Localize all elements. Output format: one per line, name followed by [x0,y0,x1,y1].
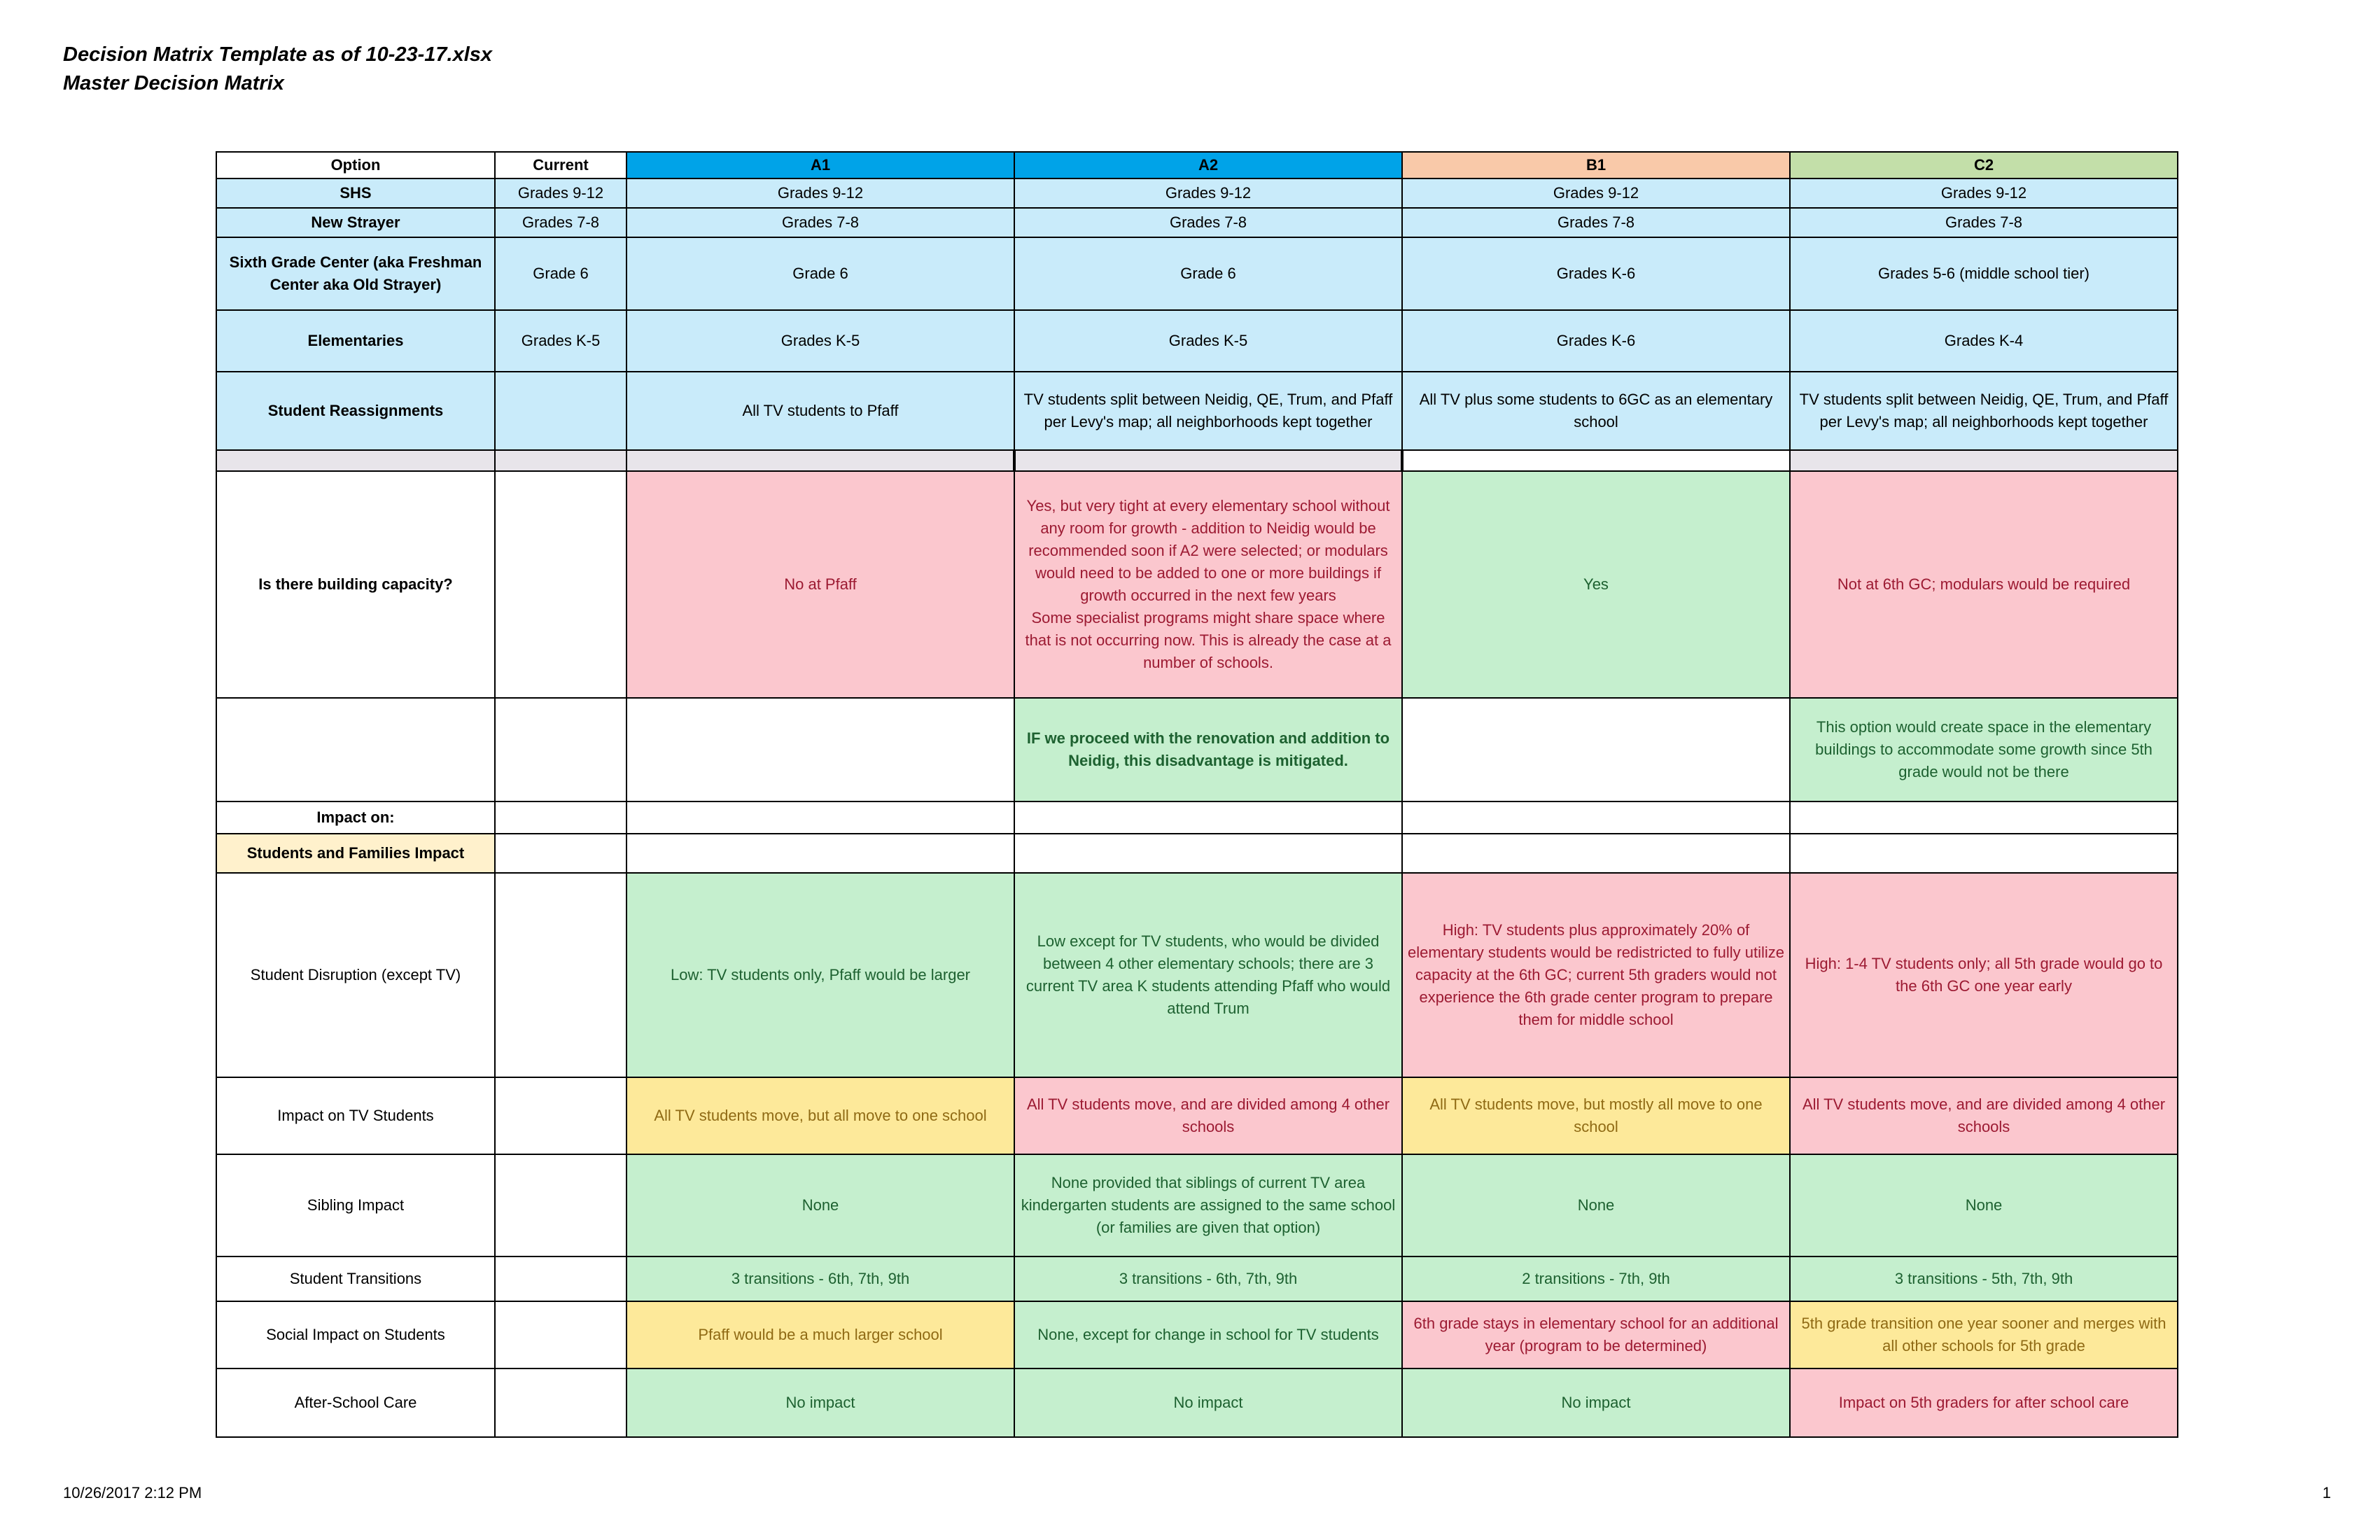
table-cell[interactable]: Grades 7-8 [495,208,626,237]
table-cell[interactable]: No impact [1014,1368,1402,1437]
table-cell[interactable] [626,834,1014,873]
table-cell[interactable] [626,802,1014,834]
row-label-shs[interactable]: SHS [216,178,495,208]
table-cell[interactable]: Grades K-4 [1790,310,2178,372]
table-cell[interactable] [495,1368,626,1437]
table-cell[interactable]: All TV students move, and are divided among 4 other schools [1014,1077,1402,1154]
table-row [216,310,2178,372]
sheet-title: Master Decision Matrix [63,72,284,94]
table-cell[interactable]: None provided that siblings of current TV area kindergarten students are assigned to the same school (or families are given that option) [1014,1154,1402,1256]
table-cell[interactable]: All TV students move, but all move to one school [626,1077,1014,1154]
table-row [216,802,2178,834]
column-header-current[interactable]: Current [495,152,626,178]
table-row [216,834,2178,873]
table-cell[interactable] [495,372,626,450]
row-label-new-strayer[interactable]: New Strayer [216,208,495,237]
table-cell[interactable]: Yes, but very tight at every elementary school without any room for growth - addition to Neidig would be recommended soon if A2 were selected; or modulars would need to be added to one or more buildings if growth occurred in the next few years Some specialist programs might share space where that is not occurring now. This is already the case at a number of schools. [1014,471,1402,698]
table-row [216,237,2178,310]
table-cell[interactable]: Grades 9-12 [495,178,626,208]
row-label-students-families-impact[interactable]: Students and Families Impact [216,834,495,873]
table-cell[interactable] [1402,834,1790,873]
print-timestamp: 10/26/2017 2:12 PM [63,1484,202,1502]
row-label-sibling-impact[interactable]: Sibling Impact [216,1154,495,1256]
table-cell[interactable] [1402,698,1790,802]
table-cell[interactable] [1014,834,1402,873]
table-cell[interactable]: Grades 5-6 (middle school tier) [1790,237,2178,310]
table-cell[interactable]: Grades 7-8 [626,208,1014,237]
spacer-cell [1402,450,1790,471]
table-cell[interactable] [495,802,626,834]
page-number: 1 [2322,1484,2331,1502]
table-cell[interactable] [495,698,626,802]
table-cell[interactable] [1014,802,1402,834]
table-cell[interactable]: Grades K-5 [1014,310,1402,372]
table-cell[interactable]: 5th grade transition one year sooner and merges with all other schools for 5th grade [1790,1301,2178,1368]
spacer-cell [216,450,495,471]
table-cell[interactable]: All TV students move, and are divided among 4 other schools [1790,1077,2178,1154]
table-cell[interactable]: High: TV students plus approximately 20% of elementary students would be redistricted to fully utilize capacity at the 6th GC; current 5th graders would not experience the 6th grade center program to prepare them for middle school [1402,873,1790,1077]
table-cell[interactable]: All TV students move, but mostly all move to one school [1402,1077,1790,1154]
table-cell[interactable]: 6th grade stays in elementary school for an additional year (program to be determined) [1402,1301,1790,1368]
table-cell[interactable]: IF we proceed with the renovation and addition to Neidig, this disadvantage is mitigated. [1014,698,1402,802]
spacer-cell [1790,450,2178,471]
table-cell[interactable]: Grades 9-12 [1402,178,1790,208]
decision-matrix-table [216,151,2178,1438]
table-cell[interactable]: Pfaff would be a much larger school [626,1301,1014,1368]
table-cell[interactable]: Grades K-6 [1402,237,1790,310]
table-cell[interactable]: No at Pfaff [626,471,1014,698]
table-row [216,1077,2178,1154]
table-cell[interactable] [626,698,1014,802]
row-label-student-transitions[interactable]: Student Transitions [216,1256,495,1301]
table-cell[interactable] [495,471,626,698]
file-title: Decision Matrix Template as of 10-23-17.xlsx [63,43,493,66]
table-cell[interactable]: None, except for change in school for TV students [1014,1301,1402,1368]
table-cell[interactable]: Grades K-5 [626,310,1014,372]
row-label-building-capacity[interactable]: Is there building capacity? [216,471,495,698]
table-cell[interactable] [216,698,495,802]
table-cell[interactable]: None [1402,1154,1790,1256]
table-cell[interactable]: Grades 9-12 [1790,178,2178,208]
row-label-elementaries[interactable]: Elementaries [216,310,495,372]
table-row [216,1368,2178,1437]
table-row [216,698,2178,802]
row-label-after-school-care[interactable]: After-School Care [216,1368,495,1437]
row-label-impact-on[interactable]: Impact on: [216,802,495,834]
table-cell[interactable]: This option would create space in the elementary buildings to accommodate some growth since 5th grade would not be there [1790,698,2178,802]
table-cell[interactable]: Grade 6 [626,237,1014,310]
table-row [216,1301,2178,1368]
table-cell[interactable]: Low except for TV students, who would be divided between 4 other elementary schools; there are 3 current TV area K students attending Pfaff who would attend Trum [1014,873,1402,1077]
table-cell[interactable]: All TV plus some students to 6GC as an elementary school [1402,372,1790,450]
table-row [216,471,2178,698]
table-cell[interactable] [1402,802,1790,834]
table-row [216,1154,2178,1256]
table-cell[interactable]: 2 transitions - 7th, 9th [1402,1256,1790,1301]
column-header-c2[interactable]: C2 [1790,152,2178,178]
table-cell[interactable]: 3 transitions - 6th, 7th, 9th [626,1256,1014,1301]
table-cell[interactable]: All TV students to Pfaff [626,372,1014,450]
row-label-student-disruption[interactable]: Student Disruption (except TV) [216,873,495,1077]
table-cell[interactable]: No impact [1402,1368,1790,1437]
column-header-a2[interactable]: A2 [1014,152,1402,178]
table-cell[interactable]: Low: TV students only, Pfaff would be larger [626,873,1014,1077]
row-label-impact-on-tv-students[interactable]: Impact on TV Students [216,1077,495,1154]
table-cell[interactable] [1790,802,2178,834]
table-cell[interactable]: Not at 6th GC; modulars would be required [1790,471,2178,698]
table-row [216,1256,2178,1301]
table-cell[interactable] [1790,834,2178,873]
table-cell[interactable]: Grade 6 [495,237,626,310]
table-cell[interactable]: None [1790,1154,2178,1256]
table-cell[interactable]: Grade 6 [1014,237,1402,310]
table-row [216,178,2178,208]
table-cell[interactable]: Grades 9-12 [626,178,1014,208]
table-cell[interactable] [495,834,626,873]
table-cell[interactable] [495,1154,626,1256]
table-cell[interactable] [495,1256,626,1301]
row-label-social-impact[interactable]: Social Impact on Students [216,1301,495,1368]
table-row [216,873,2178,1077]
spacer-cell [626,450,1014,471]
table-cell[interactable]: 3 transitions - 5th, 7th, 9th [1790,1256,2178,1301]
table-cell[interactable] [495,873,626,1077]
spacer-cell [495,450,626,471]
table-cell[interactable] [495,1077,626,1154]
table-cell[interactable]: Yes [1402,471,1790,698]
table-cell[interactable]: Grades 7-8 [1014,208,1402,237]
table-cell[interactable]: High: 1-4 TV students only; all 5th grade would go to the 6th GC one year early [1790,873,2178,1077]
table-cell[interactable]: Grades 7-8 [1402,208,1790,237]
column-header-a1[interactable]: A1 [626,152,1014,178]
table-cell[interactable]: Grades K-5 [495,310,626,372]
table-cell[interactable]: Grades 9-12 [1014,178,1402,208]
table-cell[interactable]: TV students split between Neidig, QE, Trum, and Pfaff per Levy's map; all neighborhoods kept together [1790,372,2178,450]
table-row [216,208,2178,237]
spacer-cell [1014,450,1402,471]
column-header-b1[interactable]: B1 [1402,152,1790,178]
column-header-option[interactable]: Option [216,152,495,178]
table-cell[interactable]: Grades 7-8 [1790,208,2178,237]
table-cell[interactable]: Impact on 5th graders for after school care [1790,1368,2178,1437]
row-label-student-reassignments[interactable]: Student Reassignments [216,372,495,450]
spacer-row [216,450,2178,471]
table-cell[interactable]: None [626,1154,1014,1256]
table-cell[interactable]: No impact [626,1368,1014,1437]
table-cell[interactable] [495,1301,626,1368]
row-label-sixth-grade-center[interactable]: Sixth Grade Center (aka Freshman Center aka Old Strayer) [216,237,495,310]
table-cell[interactable]: 3 transitions - 6th, 7th, 9th [1014,1256,1402,1301]
header-row [216,152,2178,178]
table-row [216,372,2178,450]
table-cell[interactable]: Grades K-6 [1402,310,1790,372]
table-cell[interactable]: TV students split between Neidig, QE, Trum, and Pfaff per Levy's map; all neighborhoods kept together [1014,372,1402,450]
